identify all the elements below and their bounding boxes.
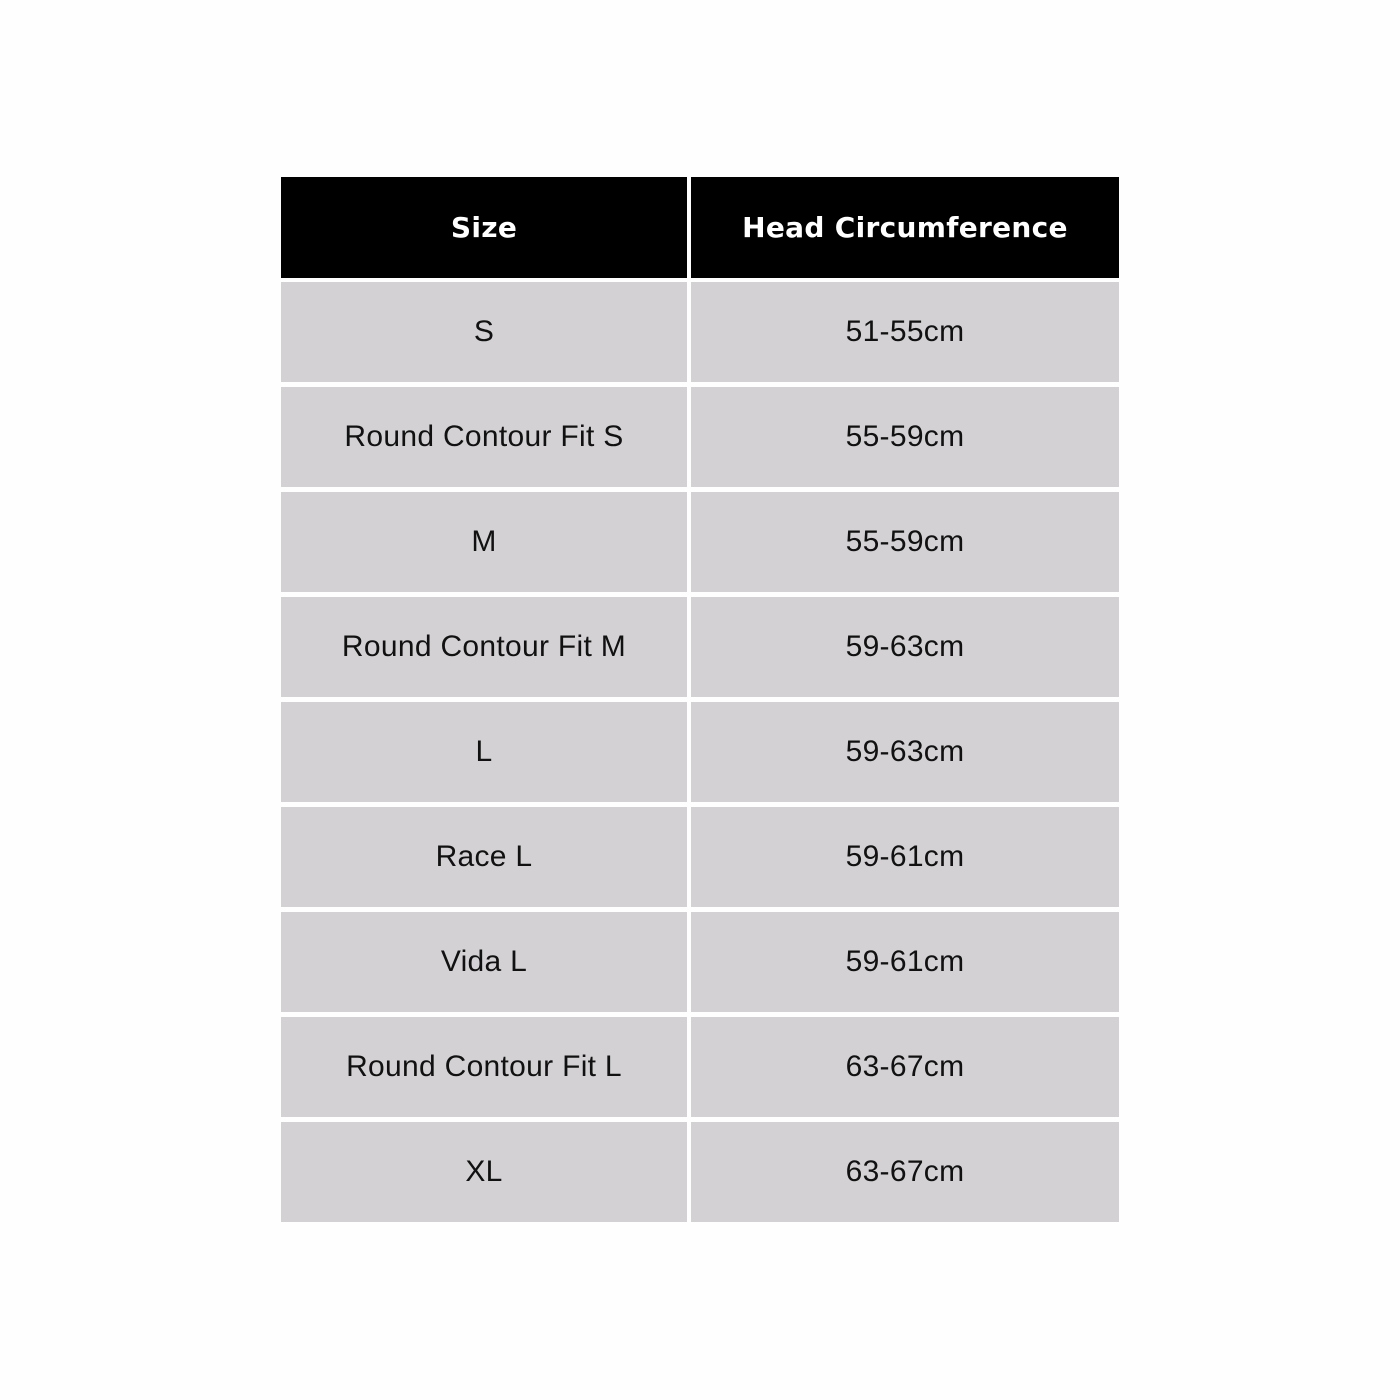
size-cell: XL	[281, 1122, 687, 1222]
size-cell: Round Contour Fit L	[281, 1017, 687, 1117]
circumference-cell: 63-67cm	[691, 1017, 1119, 1117]
header-size: Size	[281, 177, 687, 278]
size-cell: Race L	[281, 807, 687, 907]
size-cell: M	[281, 492, 687, 592]
circumference-cell: 51-55cm	[691, 282, 1119, 382]
circumference-cell: 59-63cm	[691, 597, 1119, 697]
size-cell: L	[281, 702, 687, 802]
circumference-cell: 59-61cm	[691, 912, 1119, 1012]
circumference-cell: 59-63cm	[691, 702, 1119, 802]
circumference-cell: 55-59cm	[691, 387, 1119, 487]
circumference-cell: 59-61cm	[691, 807, 1119, 907]
circumference-cell: 63-67cm	[691, 1122, 1119, 1222]
size-cell: Vida L	[281, 912, 687, 1012]
size-chart-table	[281, 177, 1119, 1227]
circumference-cell: 55-59cm	[691, 492, 1119, 592]
size-cell: Round Contour Fit M	[281, 597, 687, 697]
size-cell: S	[281, 282, 687, 382]
size-cell: Round Contour Fit S	[281, 387, 687, 487]
header-head-circumference: Head Circumference	[691, 177, 1119, 278]
